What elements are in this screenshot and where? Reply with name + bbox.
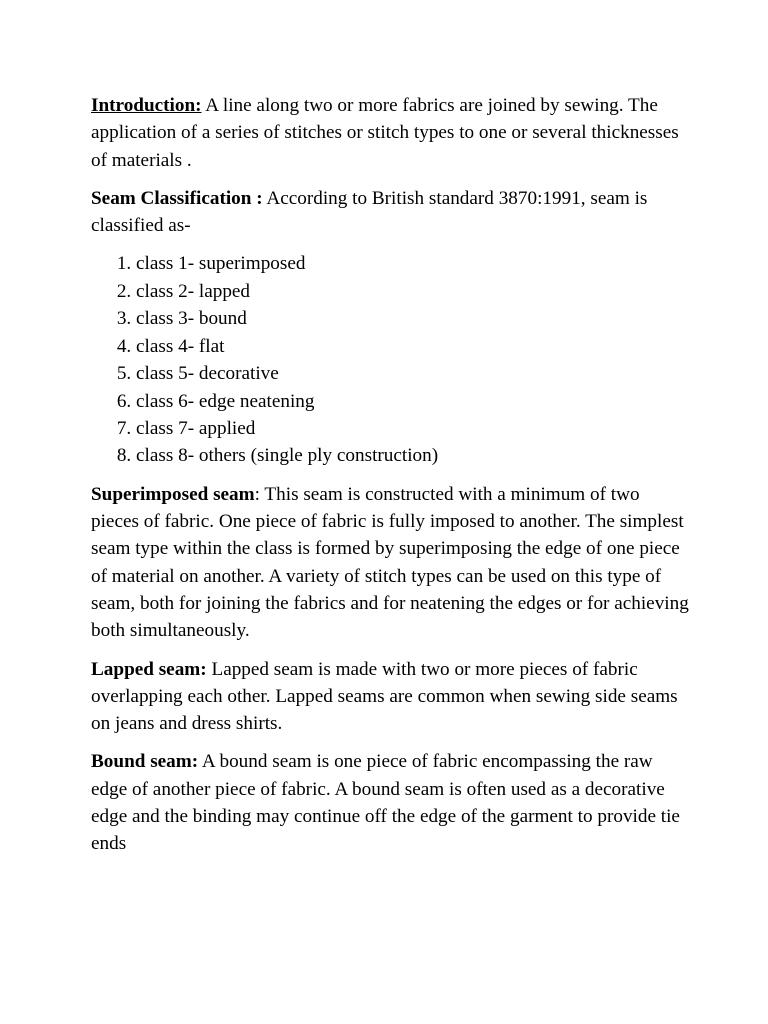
list-item: 4. class 4- flat <box>136 333 691 360</box>
classification-paragraph <box>91 185 691 240</box>
intro-paragraph <box>91 92 691 174</box>
classification-heading: Seam Classification : <box>91 187 263 209</box>
superimposed-text: : This seam is constructed with a minimum of two pieces of fabric. One piece of fabric is fully imposed to another. The simplest seam type within the class is formed by superimposing the edge of one piece of material on another. A variety of stitch types can be used on this type of seam, both for joining the fabrics and for neatening the edges or for achieving both simultaneously. <box>91 483 689 642</box>
document-page <box>91 92 691 869</box>
bound-paragraph <box>91 748 691 857</box>
classification-text: According to British standard 3870:1991, seam is classified as- <box>91 187 648 237</box>
seam-class-list <box>91 250 691 469</box>
list-item: 8. class 8- others (single ply construction) <box>136 442 691 469</box>
bound-text: A bound seam is one piece of fabric encompassing the raw edge of another piece of fabric. A bound seam is often used as a decorative edge and the binding may continue off the edge of the garment to provide tie ends <box>91 751 680 855</box>
lapped-heading: Lapped seam: <box>91 658 207 680</box>
list-item: 6. class 6- edge neatening <box>136 388 691 415</box>
lapped-text: Lapped seam is made with two or more pieces of fabric overlapping each other. Lapped seams are common when sewing side seams on jeans and dress shirts. <box>91 658 678 735</box>
intro-heading: Introduction: <box>91 95 202 116</box>
list-item: 7. class 7- applied <box>136 415 691 442</box>
list-item: 3. class 3- bound <box>136 305 691 332</box>
list-item: 2. class 2- lapped <box>136 278 691 305</box>
list-item: 1. class 1- superimposed <box>136 250 691 277</box>
bound-heading: Bound seam: <box>91 751 199 773</box>
superimposed-paragraph <box>91 481 691 645</box>
list-item: 5. class 5- decorative <box>136 360 691 387</box>
lapped-paragraph <box>91 656 691 738</box>
intro-text: A line along two or more fabrics are joined by sewing. The application of a series of stitches or stitch types to one or several thicknesses of materials . <box>91 95 679 171</box>
superimposed-heading: Superimposed seam <box>91 483 255 505</box>
